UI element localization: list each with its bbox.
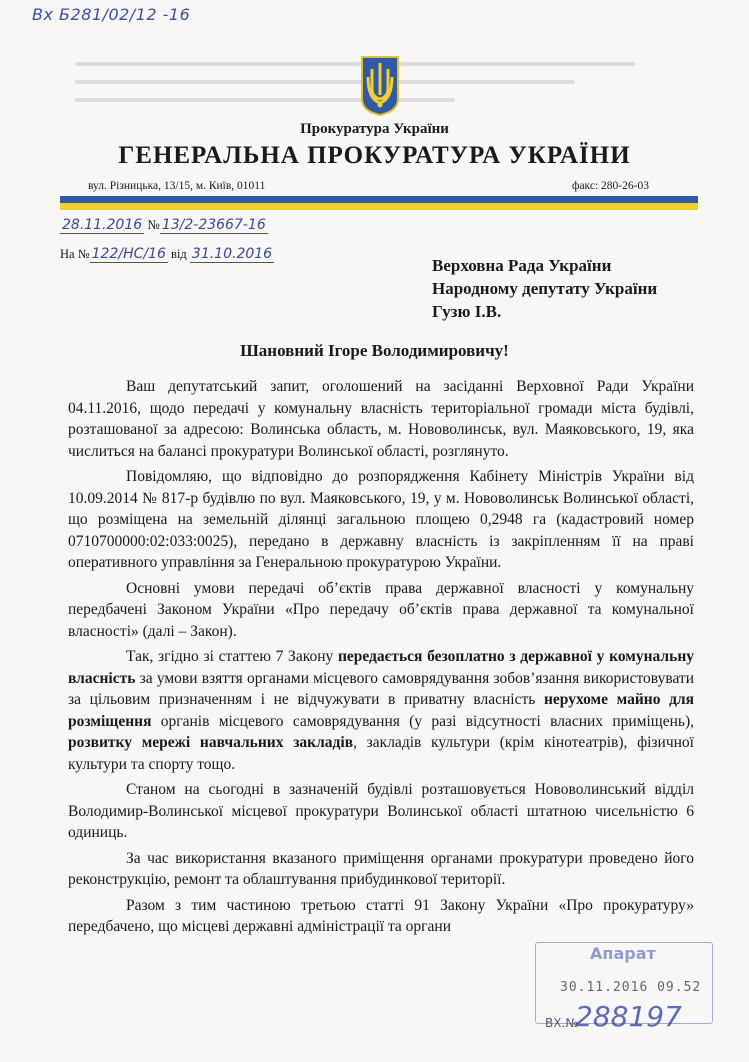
stamp-title: Апарат bbox=[590, 944, 656, 963]
p4-text: органів місцевого самоврядування (у разі відсутності власних приміщень), bbox=[151, 712, 694, 730]
recipient-line-1: Верховна Рада України bbox=[432, 256, 612, 275]
handwritten-incoming-number: Вх Б281/02/12 -16 bbox=[32, 5, 191, 24]
paragraph-4 bbox=[68, 646, 694, 775]
outgoing-registration bbox=[60, 217, 268, 233]
stamp-prefix: ВХ.№ bbox=[545, 1016, 578, 1030]
p4-bold: розвитку мережі навчальних закладів bbox=[68, 734, 354, 751]
show-through-line bbox=[75, 80, 575, 84]
org-fax: факс: 280-26-03 bbox=[572, 180, 649, 192]
recipient-line-3: Гузю І.В. bbox=[432, 302, 502, 321]
paragraph-1: Ваш депутатський запит, оголошений на засіданні Верховної Ради України 04.11.2016, щодо передачі у комунальну власність територіальної громади міста будівлі, розташованої за адресою: Волинська область, м. Нововолинськ, вул. Маяковського, 19, яка числиться на балансі прокуратури Волинської області, розглянуто. bbox=[68, 378, 694, 460]
trident-emblem-icon bbox=[360, 55, 400, 117]
ref-from: від bbox=[171, 247, 187, 261]
paragraph-7: Разом з тим частиною третьою статті 91 Закону України «Про прокуратуру» передбачено, що місцеві державні адміністрації та органи bbox=[68, 896, 694, 935]
paragraph-5: Станом на сьогодні в зазначеній будівлі розташовується Нововолинський відділ Володимир-Волинської місцевої прокуратури Волинської області штатною чисельністю 6 одиниць. bbox=[68, 781, 694, 841]
number-sign: № bbox=[147, 217, 160, 232]
flag-band-yellow bbox=[60, 203, 698, 210]
paragraph-3: Основні умови передачі об’єктів права державної власності у комунальну передбачені Законом України «Про передачу об’єктів права державної та комунальної власності» (далі – Закон). bbox=[68, 579, 694, 640]
recipient-line-2: Народному депутату України bbox=[432, 279, 658, 298]
outgoing-date: 28.11.2016 bbox=[62, 217, 143, 233]
stamp-number: 288197 bbox=[575, 1000, 682, 1033]
ref-number: 122/НС/16 bbox=[91, 246, 166, 262]
salutation: Шановний Ігоре Володимировичу! bbox=[240, 341, 509, 360]
org-title: ГЕНЕРАЛЬНА ПРОКУРАТУРА УКРАЇНИ bbox=[118, 142, 631, 169]
p4-bold: нерухоме майно для розміщення bbox=[68, 691, 695, 730]
p4-text: Так, згідно зі статтею 7 Закону bbox=[126, 648, 338, 665]
show-through-line bbox=[75, 62, 635, 66]
reference-line bbox=[60, 246, 274, 262]
letter-body bbox=[68, 376, 694, 942]
p4-text: за умови взяття органами місцевого самоврядування зобов’язання використовувати за цільовим призначенням і не відчужувати в приватну власність bbox=[68, 669, 694, 708]
p4-text: , закладів культури (крім кінотеатрів), фізичної культури та спорту тощо. bbox=[68, 734, 694, 773]
paragraph-6: За час використання вказаного приміщення органами прокуратури проведено його реконструкцію, ремонт та облаштування прибудинкової території. bbox=[68, 849, 694, 888]
ref-prefix: На № bbox=[60, 247, 90, 261]
ref-date: 31.10.2016 bbox=[191, 246, 273, 262]
stamp-datetime: 30.11.2016 09.52 bbox=[560, 980, 702, 995]
outgoing-number: 13/2-23667-16 bbox=[161, 217, 266, 233]
flag-band-blue bbox=[60, 196, 698, 203]
org-address: вул. Різницька, 13/15, м. Київ, 01011 bbox=[88, 180, 266, 192]
p4-bold: передається безоплатно з державної у комунальну власність bbox=[68, 648, 694, 687]
paragraph-2: Повідомляю, що відповідно до розпорядження Кабінету Міністрів України від 10.09.2014 № 817-р будівлю по вул. Маяковського, 19, у м. Нововолинськ Волинської області, що розміщена на земельній ділянці загальною площею 0,2948 га (кадастровий номер 0710700000:02:033:0025), передано в державну власність із закріпленням її на праві оперативного управління за Генеральною прокуратурою України. bbox=[68, 468, 694, 571]
org-subtitle: Прокуратура України bbox=[300, 121, 449, 137]
